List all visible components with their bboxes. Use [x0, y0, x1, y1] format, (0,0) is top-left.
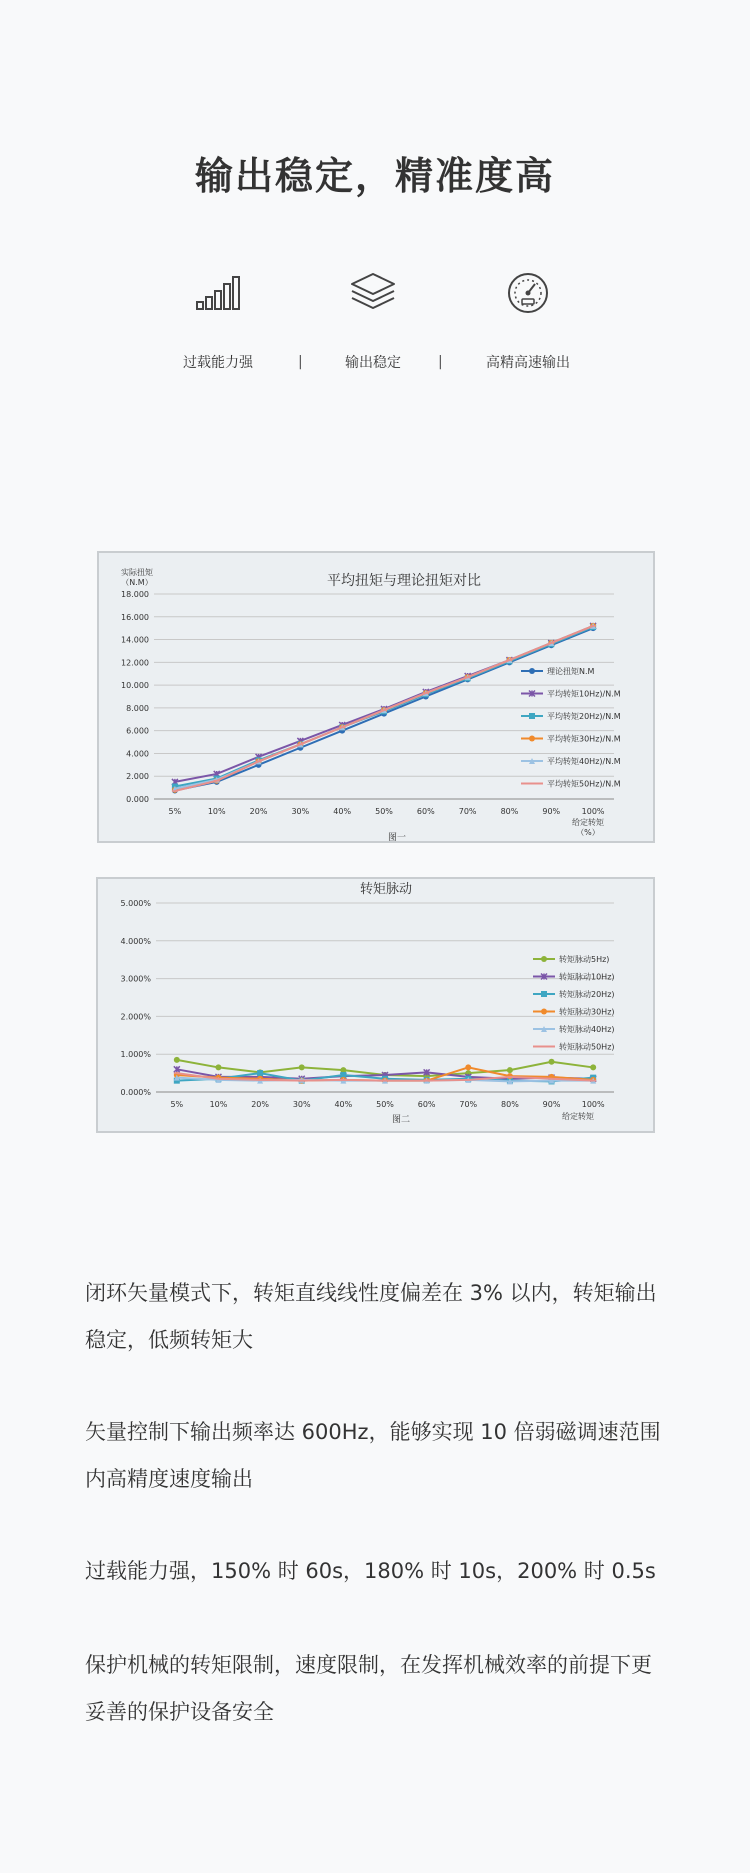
- data-point: [257, 1070, 263, 1076]
- x-tick-label: 30%: [291, 807, 310, 816]
- y-tick-label: 4.000%: [120, 936, 151, 946]
- paragraph-protection: 保护机械的转矩限制，速度限制，在发挥机械效率的前提下更妥善的保护设备安全: [85, 1653, 652, 1724]
- feature-label: 过载能力强: [183, 355, 253, 371]
- feature-row: [0, 268, 750, 378]
- x-tick-label: 100%: [581, 807, 605, 816]
- y-tick-label: 0.000: [126, 795, 149, 804]
- x-tick-label: 70%: [459, 1100, 478, 1109]
- chart-title: 平均扭矩与理论扭矩对比: [327, 573, 481, 589]
- x-tick-label: 30%: [292, 1100, 311, 1109]
- torque-comparison-svg: [99, 553, 653, 841]
- data-point: [529, 713, 535, 719]
- x-axis-label: （%）: [576, 828, 600, 837]
- data-point: [507, 1067, 513, 1073]
- feature-speed: [448, 268, 608, 372]
- y-tick-label: 2.000%: [120, 1012, 151, 1022]
- data-point: [541, 991, 547, 997]
- y-tick-label: 16.000: [121, 612, 149, 622]
- chart-caption: 图一: [387, 833, 407, 841]
- x-axis-label: 给定转矩: [572, 818, 604, 827]
- chart-caption: 图二: [391, 1115, 411, 1125]
- chart-title: 转矩脉动: [359, 882, 413, 897]
- separator: |: [298, 354, 303, 370]
- x-tick-label: 5%: [168, 807, 182, 816]
- data-point: [465, 1064, 471, 1070]
- feature-label: 输出稳定: [345, 355, 401, 371]
- legend-label: 平均转矩40Hz)/N.M: [547, 757, 621, 766]
- paragraph-overload: 过载能力强，150% 时 60s，180% 时 10s，200% 时 0.5s: [85, 1559, 656, 1583]
- page-title: 输出稳定，精准度高: [194, 154, 555, 198]
- legend-label: 转矩脉动30Hz): [559, 1007, 615, 1017]
- torque-comparison-chart: [97, 551, 655, 843]
- x-tick-label: 90%: [542, 807, 561, 816]
- data-point: [529, 736, 535, 742]
- legend-label: 转矩脉动10Hz): [559, 972, 615, 982]
- y-tick-label: 1.000%: [120, 1050, 151, 1060]
- x-tick-label: 50%: [375, 807, 393, 816]
- x-tick-label: 40%: [333, 807, 352, 816]
- x-tick-label: 100%: [581, 1100, 605, 1109]
- legend-label: 平均转矩10Hz)/N.M: [547, 689, 621, 699]
- data-point: [590, 1064, 596, 1070]
- x-tick-label: 80%: [501, 1100, 519, 1109]
- y-tick-label: 14.000: [121, 635, 149, 645]
- x-tick-label: 5%: [170, 1100, 184, 1109]
- layers-icon: [293, 268, 453, 318]
- paragraph-linearity: 闭环矢量模式下，转矩直线线性度偏差在 3% 以内，转矩输出稳定，低频转矩大: [85, 1281, 657, 1352]
- y-tick-label: 5.000%: [120, 899, 151, 908]
- feature-overload: [138, 268, 298, 372]
- legend-label: 平均转矩50Hz)/N.M: [547, 779, 621, 789]
- data-point: [549, 1059, 555, 1065]
- separator: |: [438, 354, 443, 370]
- feature-label: 高精高速输出: [486, 355, 570, 371]
- series-line: [175, 626, 593, 782]
- x-tick-label: 10%: [209, 1100, 228, 1109]
- legend-label: 转矩脉动50Hz): [559, 1042, 615, 1052]
- legend-label: 转矩脉动40Hz): [559, 1025, 615, 1034]
- data-point: [174, 1057, 180, 1063]
- paragraph-frequency: 矢量控制下输出频率达 600Hz，能够实现 10 倍弱磁调速范围内高精度速度输出: [85, 1420, 661, 1491]
- x-tick-label: 50%: [376, 1100, 394, 1109]
- legend-label: 理论扭矩N.M: [547, 667, 595, 676]
- x-tick-label: 80%: [500, 807, 519, 816]
- legend-label: 转矩脉动5Hz): [559, 955, 610, 964]
- signal-bars-icon: [138, 268, 298, 318]
- x-tick-label: 20%: [249, 807, 268, 816]
- data-point: [541, 1009, 547, 1015]
- feature-stable: [293, 268, 453, 372]
- y-tick-label: 4.000: [126, 749, 149, 759]
- torque-ripple-chart: [96, 877, 655, 1133]
- x-tick-label: 60%: [416, 807, 435, 816]
- y-tick-label: 10.000: [121, 681, 149, 691]
- y-tick-label: 0.000%: [120, 1088, 151, 1097]
- x-tick-label: 60%: [417, 1100, 436, 1109]
- x-tick-label: 20%: [251, 1100, 269, 1109]
- y-tick-label: 18.000: [121, 590, 149, 599]
- y-axis-label: （N.M）: [121, 578, 153, 587]
- data-point: [529, 668, 535, 674]
- y-tick-label: 3.000%: [120, 974, 151, 984]
- legend-label: 转矩脉动20Hz): [559, 990, 615, 999]
- legend-label: 平均转矩20Hz)/N.M: [547, 712, 621, 721]
- x-tick-label: 70%: [458, 807, 477, 816]
- y-tick-label: 12.000: [121, 658, 149, 668]
- y-tick-label: 8.000: [126, 703, 149, 713]
- y-axis-label: 实际扭矩: [121, 568, 153, 577]
- torque-ripple-svg: [98, 879, 653, 1131]
- x-tick-label: 90%: [542, 1100, 561, 1109]
- legend-label: 平均转矩30Hz)/N.M: [547, 734, 621, 744]
- x-axis-label: 给定转矩: [562, 1112, 594, 1121]
- y-tick-label: 6.000: [126, 726, 149, 736]
- x-tick-label: 10%: [207, 807, 226, 816]
- data-point: [541, 956, 547, 962]
- data-point: [215, 1064, 221, 1070]
- x-tick-label: 40%: [334, 1100, 353, 1109]
- speedometer-icon: [448, 268, 608, 318]
- data-point: [299, 1064, 305, 1070]
- y-tick-label: 2.000: [126, 772, 149, 782]
